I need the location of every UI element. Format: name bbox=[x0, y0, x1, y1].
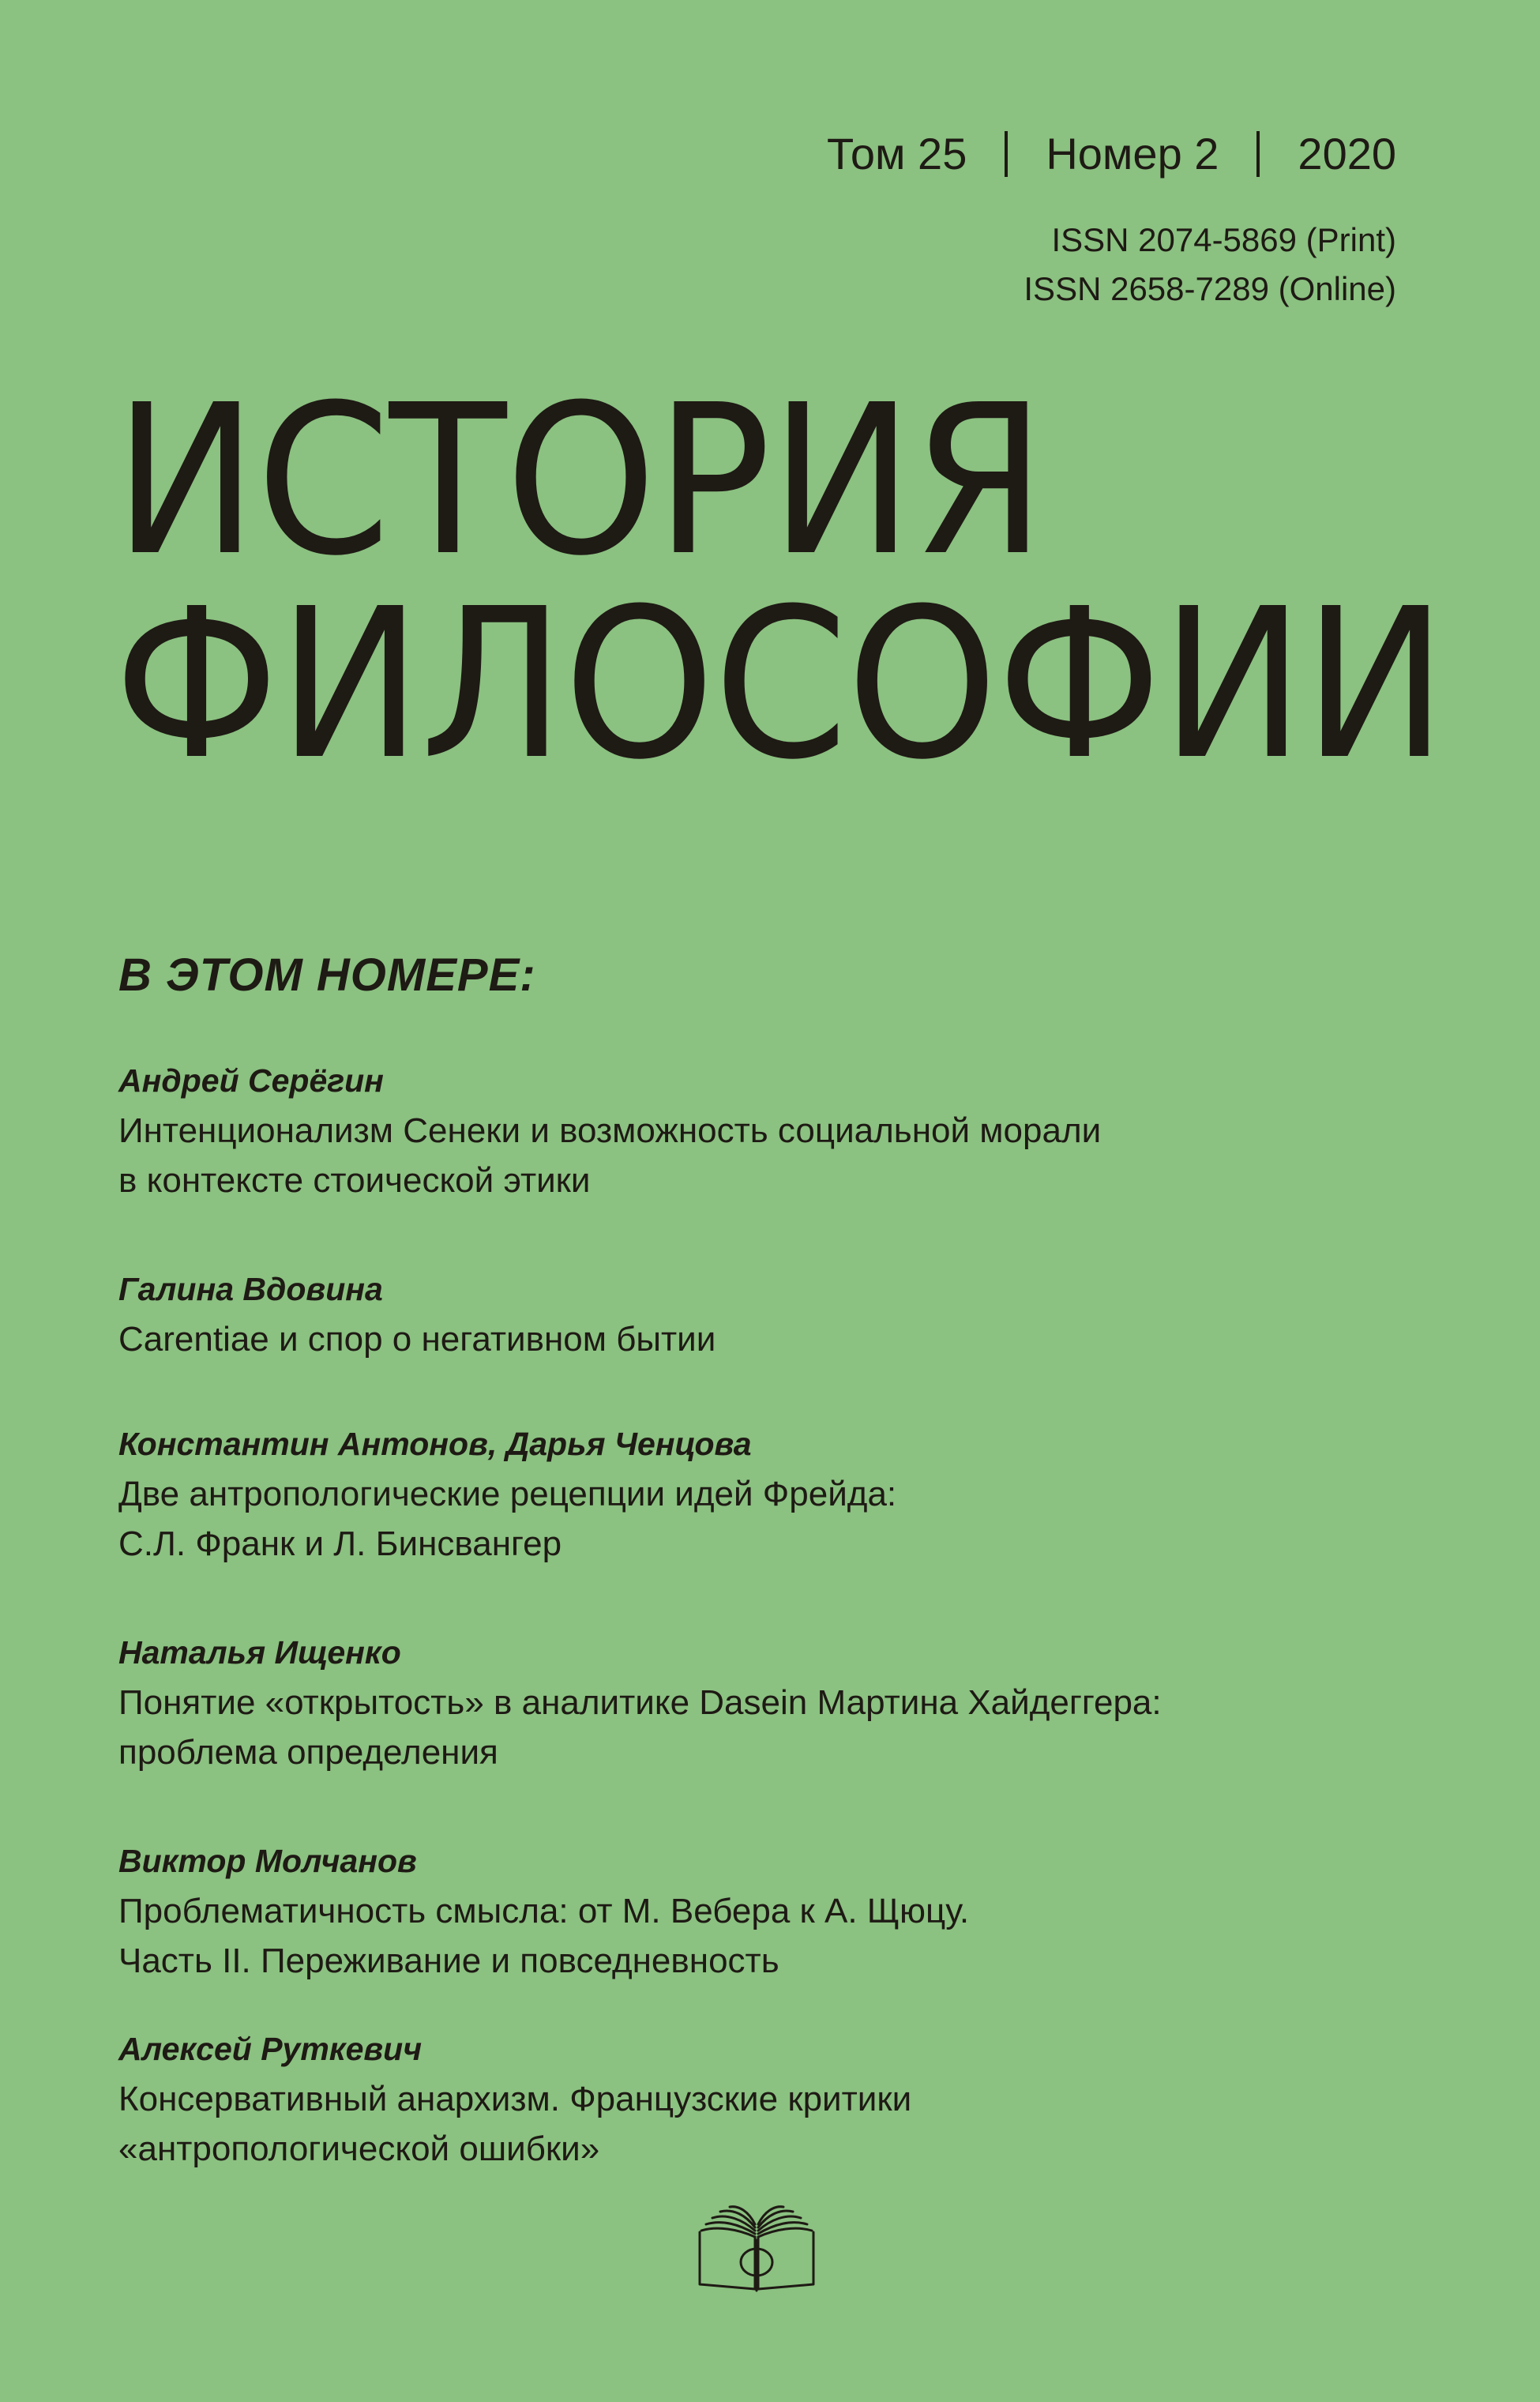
article-title bbox=[118, 1678, 1162, 1777]
article-title-line: «антропологической ошибки» bbox=[118, 2129, 600, 2168]
article-item bbox=[118, 2027, 911, 2174]
article-title-line: Интенционализм Сенеки и возможность социальной морали bbox=[118, 1111, 1102, 1150]
issue-year-label: 2020 bbox=[1298, 129, 1396, 179]
issue-number-label: Номер 2 bbox=[1046, 129, 1219, 179]
article-author: Андрей Серёгин bbox=[118, 1062, 384, 1099]
article-title bbox=[118, 2074, 911, 2174]
article-item bbox=[118, 1630, 1162, 1777]
article-title-line: Проблематичность смысла: от М. Вебера к А. Щюцу. bbox=[118, 1892, 970, 1930]
article-title-line: Консервативный анархизм. Французские критики bbox=[118, 2080, 912, 2118]
volume-label: Том 25 bbox=[827, 129, 967, 179]
article-title-line: Две антропологические рецепции идей Фрейда: bbox=[118, 1475, 897, 1513]
article-item bbox=[118, 1058, 1101, 1205]
article-author: Алексей Руткевич bbox=[118, 2031, 423, 2067]
journal-title-line-1: ИСТОРИЯ bbox=[114, 360, 1045, 601]
article-title-line: С.Л. Франк и Л. Бинсвангер bbox=[118, 1524, 562, 1563]
article-title bbox=[118, 1469, 896, 1569]
article-title bbox=[118, 1314, 716, 1364]
issn-online: ISSN 2658-7289 (Online) bbox=[1024, 270, 1396, 307]
open-book-phi-icon bbox=[693, 2202, 820, 2295]
issue-separator bbox=[1256, 131, 1260, 177]
article-title-line: Carentiae и спор о негативном бытии bbox=[118, 1320, 716, 1359]
article-author: Виктор Молчанов bbox=[118, 1843, 417, 1879]
article-item bbox=[118, 1267, 716, 1364]
article-item bbox=[118, 1839, 969, 1986]
article-author: Константин Антонов, Дарья Ченцова bbox=[118, 1426, 752, 1462]
journal-title-line-2: ФИЛОСОФИИ bbox=[114, 564, 1446, 805]
article-title-line: Понятие «открытость» в аналитике Dasein Мартина Хайдеггера: bbox=[118, 1683, 1162, 1722]
issn-print: ISSN 2074-5869 (Print) bbox=[1051, 221, 1396, 258]
contents-heading: В ЭТОМ НОМЕРЕ: bbox=[118, 949, 536, 1001]
article-item bbox=[118, 1422, 896, 1569]
article-author: Галина Вдовина bbox=[118, 1271, 383, 1307]
issue-info bbox=[827, 126, 1396, 182]
article-title bbox=[118, 1106, 1101, 1205]
article-title-line: в контексте стоической этики bbox=[118, 1161, 591, 1200]
journal-title bbox=[114, 360, 1446, 805]
issue-separator bbox=[1005, 131, 1008, 177]
article-author: Наталья Ищенко bbox=[118, 1634, 401, 1671]
article-title-line: Часть II. Переживание и повседневность bbox=[118, 1942, 779, 1980]
article-title bbox=[118, 1886, 969, 1986]
article-title-line: проблема определения bbox=[118, 1733, 498, 1772]
